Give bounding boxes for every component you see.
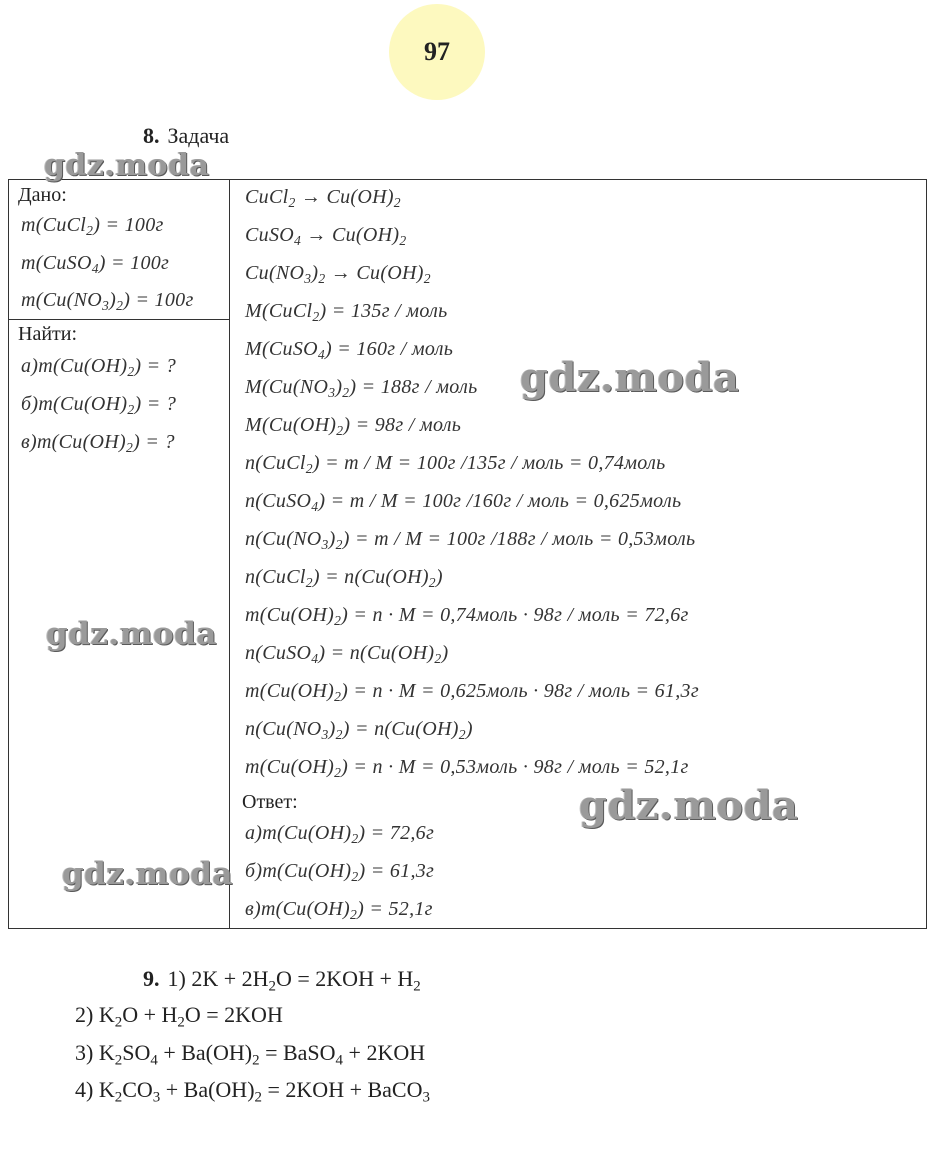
task9-equation: 2) $K_2O + H_2O = 2KOH$ [75,1002,283,1031]
solution-line: M(CuCl$_2$) = 135г / моль [245,300,448,325]
solution-line: $n(Cu(NO_3)_2) = m / M = 100г$ /188г / моль = 0,53моль [245,528,696,553]
task9-number: 9. [143,966,160,991]
given-label: Дано: [18,184,67,206]
solution-line: CuSO$_4$ → $Cu(OH)_2$ [245,224,407,249]
solution-line: $m(Cu(OH)_2) = n \cdot M$ = 0,53моль · 98г / моль = 52,1г [245,756,689,781]
watermark: gdz.moda [62,856,233,892]
solution-line: CuCl$_2$ → $Cu(OH)_2$ [245,186,401,211]
solution-line: n(CuSO$_4$) = $n(Cu(OH)_2)$ [245,642,449,667]
answer-item: $а)m(Cu(OH)_2) = 72,6г$ [245,822,435,847]
task8-title: Задача [167,123,230,148]
watermark: gdz.moda [44,148,210,183]
watermark: gdz.moda [520,354,740,401]
solution-line: $M(Cu(NO_3)_2) = 188г$ / моль [245,376,478,401]
solution-line: n(CuCl$_2$) = $n(Cu(OH)_2)$ [245,566,443,591]
solution-line: $n(Cu(NO_3)_2) = n(Cu(OH)_2)$ [245,718,473,743]
task9-equation: 4) $K_2CO_3 + Ba(OH)_2 = 2KOH$ + BaCO$_3$ [75,1077,430,1106]
task8-heading [143,123,229,149]
solution-line: M(CuSO$_4$) = 160г / моль [245,338,454,363]
find-item: $в)m(Cu(OH)_2)$ = ? [21,431,175,456]
table-row-divider [9,319,230,320]
task8-number: 8. [143,123,160,148]
find-item: $а)m(Cu(OH)_2)$ = ? [21,355,177,380]
page-number-badge [389,4,485,100]
given-item: m(CuSO$_4$) = 100г [21,252,170,277]
answer-label: Ответ: [242,791,298,813]
table-column-divider [229,180,230,928]
given-item: m(CuCl$_2$) = 100г [21,214,164,239]
task9-equation [143,966,421,995]
solution-line: $m(Cu(OH)_2) = n \cdot M$ = 0,625моль · 98г / моль = 61,3г [245,680,699,705]
answer-item: $в)m(Cu(OH)_2) = 52,1г$ [245,898,433,923]
answer-item: $б)m(Cu(OH)_2) = 61,3г$ [245,860,435,885]
solution-line: $m(Cu(OH)_2) = n \cdot M$ = 0,74моль · 98г / моль = 72,6г [245,604,689,629]
task9-equation: 3) $K_2SO_4 + Ba(OH)_2$ = BaSO$_4$ + 2KOH [75,1040,426,1069]
solution-line: n(CuSO$_4$) = m / M = 100г /160г / моль = 0,625моль [245,490,682,515]
given-item: $m(Cu(NO_3)_2) = 100г$ [21,289,194,314]
task9-equation-text: 1) $2K + 2H_2O = 2KOH + H_2$ [167,966,421,995]
solution-line: $M(Cu(OH)_2) = 98г$ / моль [245,414,462,439]
solution-line: $Cu(NO_3)_2 \to Cu(OH)_2$ [245,262,431,287]
page-number: 97 [424,37,450,66]
find-label: Найти: [18,323,78,345]
find-item: $б)m(Cu(OH)_2)$ = ? [21,393,177,418]
watermark: gdz.moda [579,782,799,829]
watermark: gdz.moda [46,616,217,652]
solution-line: n(CuCl$_2$) = m / M = 100г /135г / моль = 0,74моль [245,452,666,477]
